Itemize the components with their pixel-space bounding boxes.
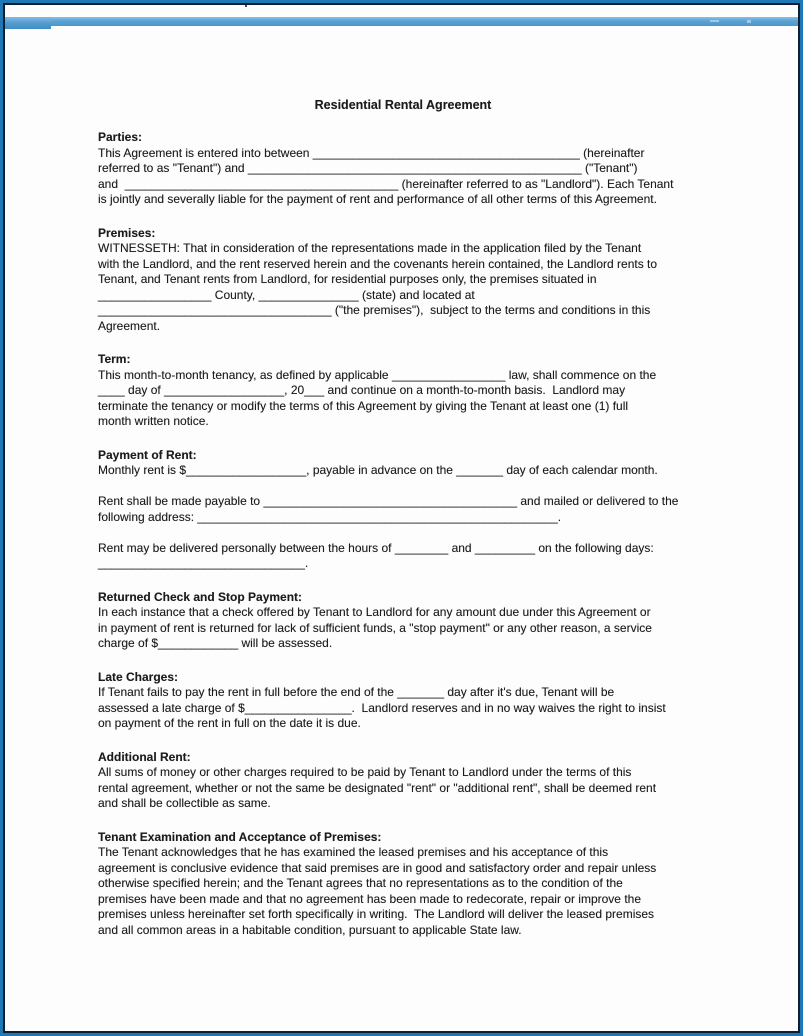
- text-line: terminate the tenancy or modify the terms of this Agreement by giving the Tenant at least one (1) full: [98, 398, 629, 413]
- text-line: premises unless hereinafter set forth specifically in writing. The Landlord will deliver the leased premises: [98, 907, 655, 921]
- text-line: The Tenant acknowledges that he has examined the leased premises and his acceptance of this: [98, 845, 609, 859]
- document-section: [98, 590, 708, 652]
- text-line: agreement is conclusive evidence that said premises are in good and satisfactory order and repair unless: [98, 860, 657, 875]
- text-line: Monthly rent is $__________________, payable in advance on the _______ day of each calendar month.: [98, 463, 658, 477]
- text-line: This Agreement is entered into between ________________________________________ (hereinafter: [98, 145, 645, 160]
- text-line: [98, 479, 708, 495]
- text-line: on payment of the rent in full on the date it is due.: [98, 716, 361, 730]
- text-line: rental agreement, whether or not the same be designated "rent" or "additional rent", shall be deemed rent: [98, 780, 657, 795]
- document-section: [98, 750, 708, 812]
- text-line: If Tenant fails to pay the rent in full before the end of the _______ day after it's due, Tenant will be: [98, 685, 615, 699]
- text-line: In each instance that a check offered by Tenant to Landlord for any amount due under this Agreement or: [98, 605, 651, 619]
- section-heading: Term:: [98, 352, 131, 366]
- section-heading: Parties:: [98, 130, 143, 144]
- document-section: [98, 448, 708, 572]
- document-section: [98, 226, 708, 335]
- document-section: [98, 670, 708, 732]
- text-line: following address: ______________________________________________________.: [98, 509, 562, 524]
- document-sections: [98, 130, 708, 938]
- top-toolbar-left-tab: [5, 17, 51, 29]
- text-line: premises have been made and that no agreement has been made to redecorate, repair or improve the: [98, 891, 641, 906]
- section-heading: Tenant Examination and Acceptance of Premises:: [98, 829, 382, 844]
- toolbar-artifact-mark: [747, 20, 751, 23]
- text-line: All sums of money or other charges required to be paid by Tenant to Landlord under the terms of this: [98, 765, 632, 779]
- text-line: charge of $____________ will be assessed.: [98, 636, 333, 650]
- section-heading: Additional Rent:: [98, 749, 191, 764]
- text-line: Rent may be delivered personally between the hours of ________ and _________ on the following days:: [98, 540, 654, 555]
- document-section: [98, 830, 708, 939]
- section-heading: Returned Check and Stop Payment:: [98, 589, 303, 604]
- document-section: [98, 130, 708, 208]
- text-line: assessed a late charge of $________________. Landlord reserves and in no way waives the right to insist: [98, 700, 666, 715]
- text-line: _________________ County, _______________ (state) and located at: [98, 287, 475, 302]
- text-line: [98, 525, 708, 541]
- document-title: Residential Rental Agreement: [314, 98, 492, 112]
- text-line: _______________________________.: [98, 556, 309, 570]
- text-line: referred to as "Tenant") and __________________________________________________ ("Tenant"): [98, 161, 638, 175]
- section-heading: Payment of Rent:: [98, 447, 197, 462]
- text-line: ___________________________________ ("the premises"), subject to the terms and conditions in this: [98, 303, 651, 317]
- text-line: and _________________________________________ (hereinafter referred to as "Landlord"). Each Tenant: [98, 176, 674, 191]
- document-section: [98, 352, 708, 430]
- text-line: This month-to-month tenancy, as defined by applicable _________________ law, shall commence on the: [98, 367, 657, 382]
- section-heading: Premises:: [98, 225, 156, 240]
- top-toolbar-bar: [5, 17, 798, 26]
- text-line: in payment of rent is returned for lack of sufficient funds, a "stop payment" or any other reason, a service: [98, 620, 652, 635]
- text-line: Rent shall be made payable to ______________________________________ and mailed or delivered to the: [98, 494, 679, 508]
- scan-artifact-dot: [245, 5, 247, 7]
- text-line: ____ day of __________________, 20___ and continue on a month-to-month basis. Landlord may: [98, 383, 626, 397]
- text-line: and all common areas in a habitable condition, pursuant to applicable State law.: [98, 922, 522, 937]
- text-line: and shall be collectible as same.: [98, 796, 271, 810]
- document-content: [98, 98, 708, 956]
- text-line: WITNESSETH: That in consideration of the representations made in the application filed by the Tenant: [98, 241, 642, 255]
- toolbar-artifact-mark: [710, 20, 719, 22]
- text-line: Agreement.: [98, 318, 161, 333]
- text-line: Tenant, and Tenant rents from Landlord, for residential purposes only, the premises situated in: [98, 272, 597, 286]
- document-page: [5, 5, 798, 1031]
- section-heading: Late Charges:: [98, 669, 179, 684]
- text-line: with the Landlord, and the rent reserved herein and the covenants herein contained, the Landlord rents to: [98, 256, 658, 271]
- text-line: month written notice.: [98, 414, 209, 428]
- text-line: is jointly and severally liable for the payment of rent and performance of all other terms of this Agreement.: [98, 192, 657, 206]
- text-line: otherwise specified herein; and the Tenant agrees that no representations as to the condition of the: [98, 876, 623, 890]
